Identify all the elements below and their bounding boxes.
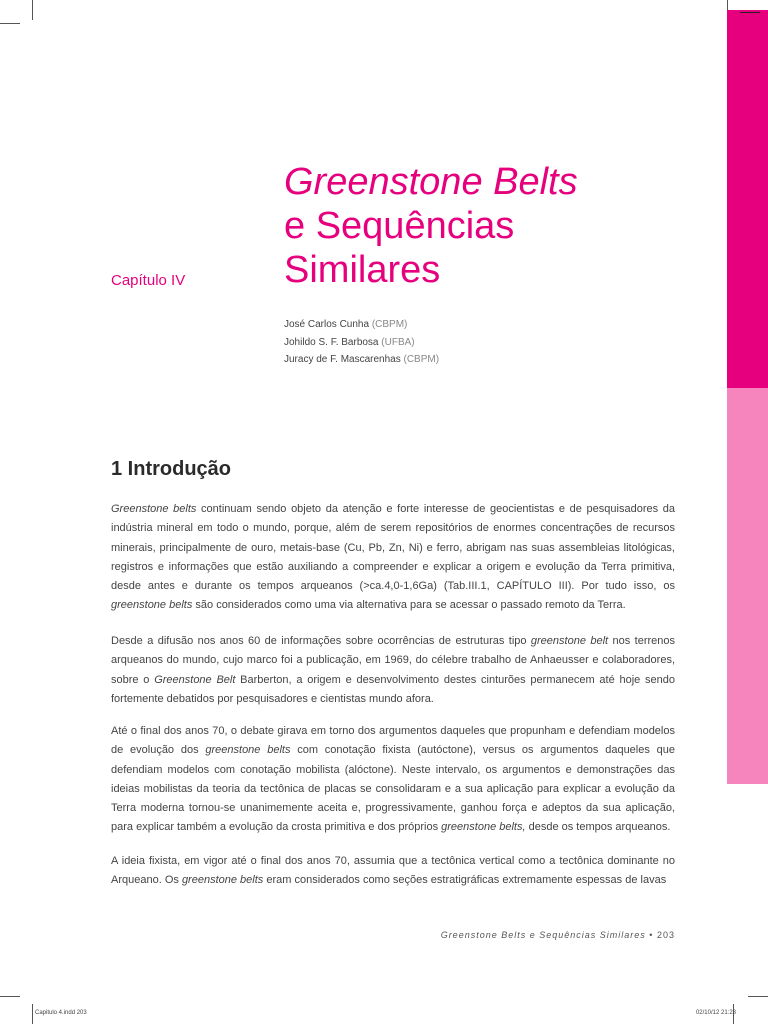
crop-mark (0, 23, 20, 24)
author-affiliation: (CBPM) (403, 354, 440, 365)
emphasis: Greenstone belts (111, 503, 197, 515)
text-run: com conotação fixista (autóctone), versus os argumentos daqueles que defendiam modelos com conotação mobilista (alóctone). Neste intervalo, os argumentos e demonstrações das ideias mobilistas da teoria da tectônica de placas se consolidaram e a sua aplicação para explicar a evolução da Terra moderna tornou-se unanimemente aceita e, progressivamente, ganhou força e adeptos da sua aplicação, para explicar também a evolução da crosta primitiva e dos próprios (111, 744, 676, 834)
text-run: eram considerados como seções estratigráficas extremamente espessas de lavas (263, 874, 667, 887)
page-number: 203 (656, 930, 675, 940)
chapter-tab-light (727, 388, 768, 784)
section-heading: 1 Introdução (111, 458, 232, 480)
text-run: nos terrenos arqueanos do mundo, cujo marco foi a publicação, em 1969, do célebre trabalho de Anhaeusser e colaboradores, sobre o (111, 635, 675, 686)
crop-mark (32, 0, 33, 20)
emphasis: greenstone belts (111, 599, 193, 612)
slug-datetime: 02/10/12 21:23 (695, 1010, 736, 1016)
author-affiliation: (CBPM) (371, 319, 408, 330)
author-list (284, 316, 439, 369)
author-name: Juracy de F. Mascarenhas (284, 354, 401, 365)
body-paragraph (111, 500, 675, 616)
text-run: A ideia fixista, em vigor até o final dos anos 70, assumia que a tectônica vertical como a tectônica dominante no Arqueano. Os (111, 855, 675, 887)
text-run: continuam sendo objeto da atenção e forte interesse de geocientistas e de pesquisadores da indústria mineral em todo o mundo, porque, além de serem repositórios de enormes concentrações de recursos minerais, principalmente de ouro, metais-base (Cu, Pb, Zn, Ni) e ferro, abrigam nas suas assembleias litológicas, registros e informações que estão auxiliando a compreender e explicar a origem e evolução da Terra primitiva, desde antes e durante os tempos arqueanos (>ca.4,0-1,6Ga) (Tab.III.1, CAPÍTULO III). Por tudo isso, os (111, 503, 675, 593)
running-title: Greenstone Belts e Sequências Similares (440, 930, 646, 940)
emphasis: greenstone belt (530, 635, 609, 647)
author-affiliation: (UFBA) (381, 336, 415, 348)
emphasis: greenstone belts (205, 744, 291, 757)
chapter-label: Capítulo IV (111, 272, 186, 289)
emphasis: greenstone belts, (441, 821, 526, 834)
text-run: Até o final dos anos 70, o debate girava em torno dos argumentos daqueles que propunham e defendiam modelos de evolução dos (111, 725, 675, 757)
emphasis: greenstone belts (181, 874, 264, 887)
body-paragraph (111, 722, 675, 838)
text-run: são considerados como uma via alternativa para se acessar o passado remoto da Terra. (192, 599, 626, 612)
body-paragraph (111, 852, 675, 891)
body-paragraph (111, 632, 675, 709)
crop-mark (748, 996, 768, 997)
text-run: Desde a difusão nos anos 60 de informações sobre ocorrências de estruturas tipo (111, 635, 531, 647)
chapter-tab-dark (727, 10, 768, 388)
text-run: Barberton, a origem e desenvolvimento destes cinturões permanecem até hoje sendo fortemente debatidos por pesquisadores e cientistas mundo afora. (111, 673, 675, 705)
author-line (284, 334, 439, 352)
author-line (284, 316, 439, 334)
crop-mark (32, 1004, 33, 1024)
emphasis: Greenstone Belt (154, 673, 236, 686)
title-line-2: e Sequências (284, 205, 515, 247)
title-line-3: Similares (284, 249, 441, 291)
author-line (284, 351, 439, 369)
author-name: José Carlos Cunha (284, 319, 370, 330)
footer-separator: • (649, 930, 654, 940)
running-footer (441, 930, 675, 940)
chapter-title (284, 160, 704, 292)
slug-file: Capitulo 4.indd 203 (35, 1010, 87, 1016)
crop-mark (727, 0, 728, 10)
text-run: desde os tempos arqueanos. (525, 821, 671, 834)
author-name: Johildo S. F. Barbosa (284, 336, 379, 348)
crop-mark (0, 996, 20, 997)
title-italic: Greenstone Belts (284, 161, 578, 203)
crop-mark (740, 12, 760, 13)
